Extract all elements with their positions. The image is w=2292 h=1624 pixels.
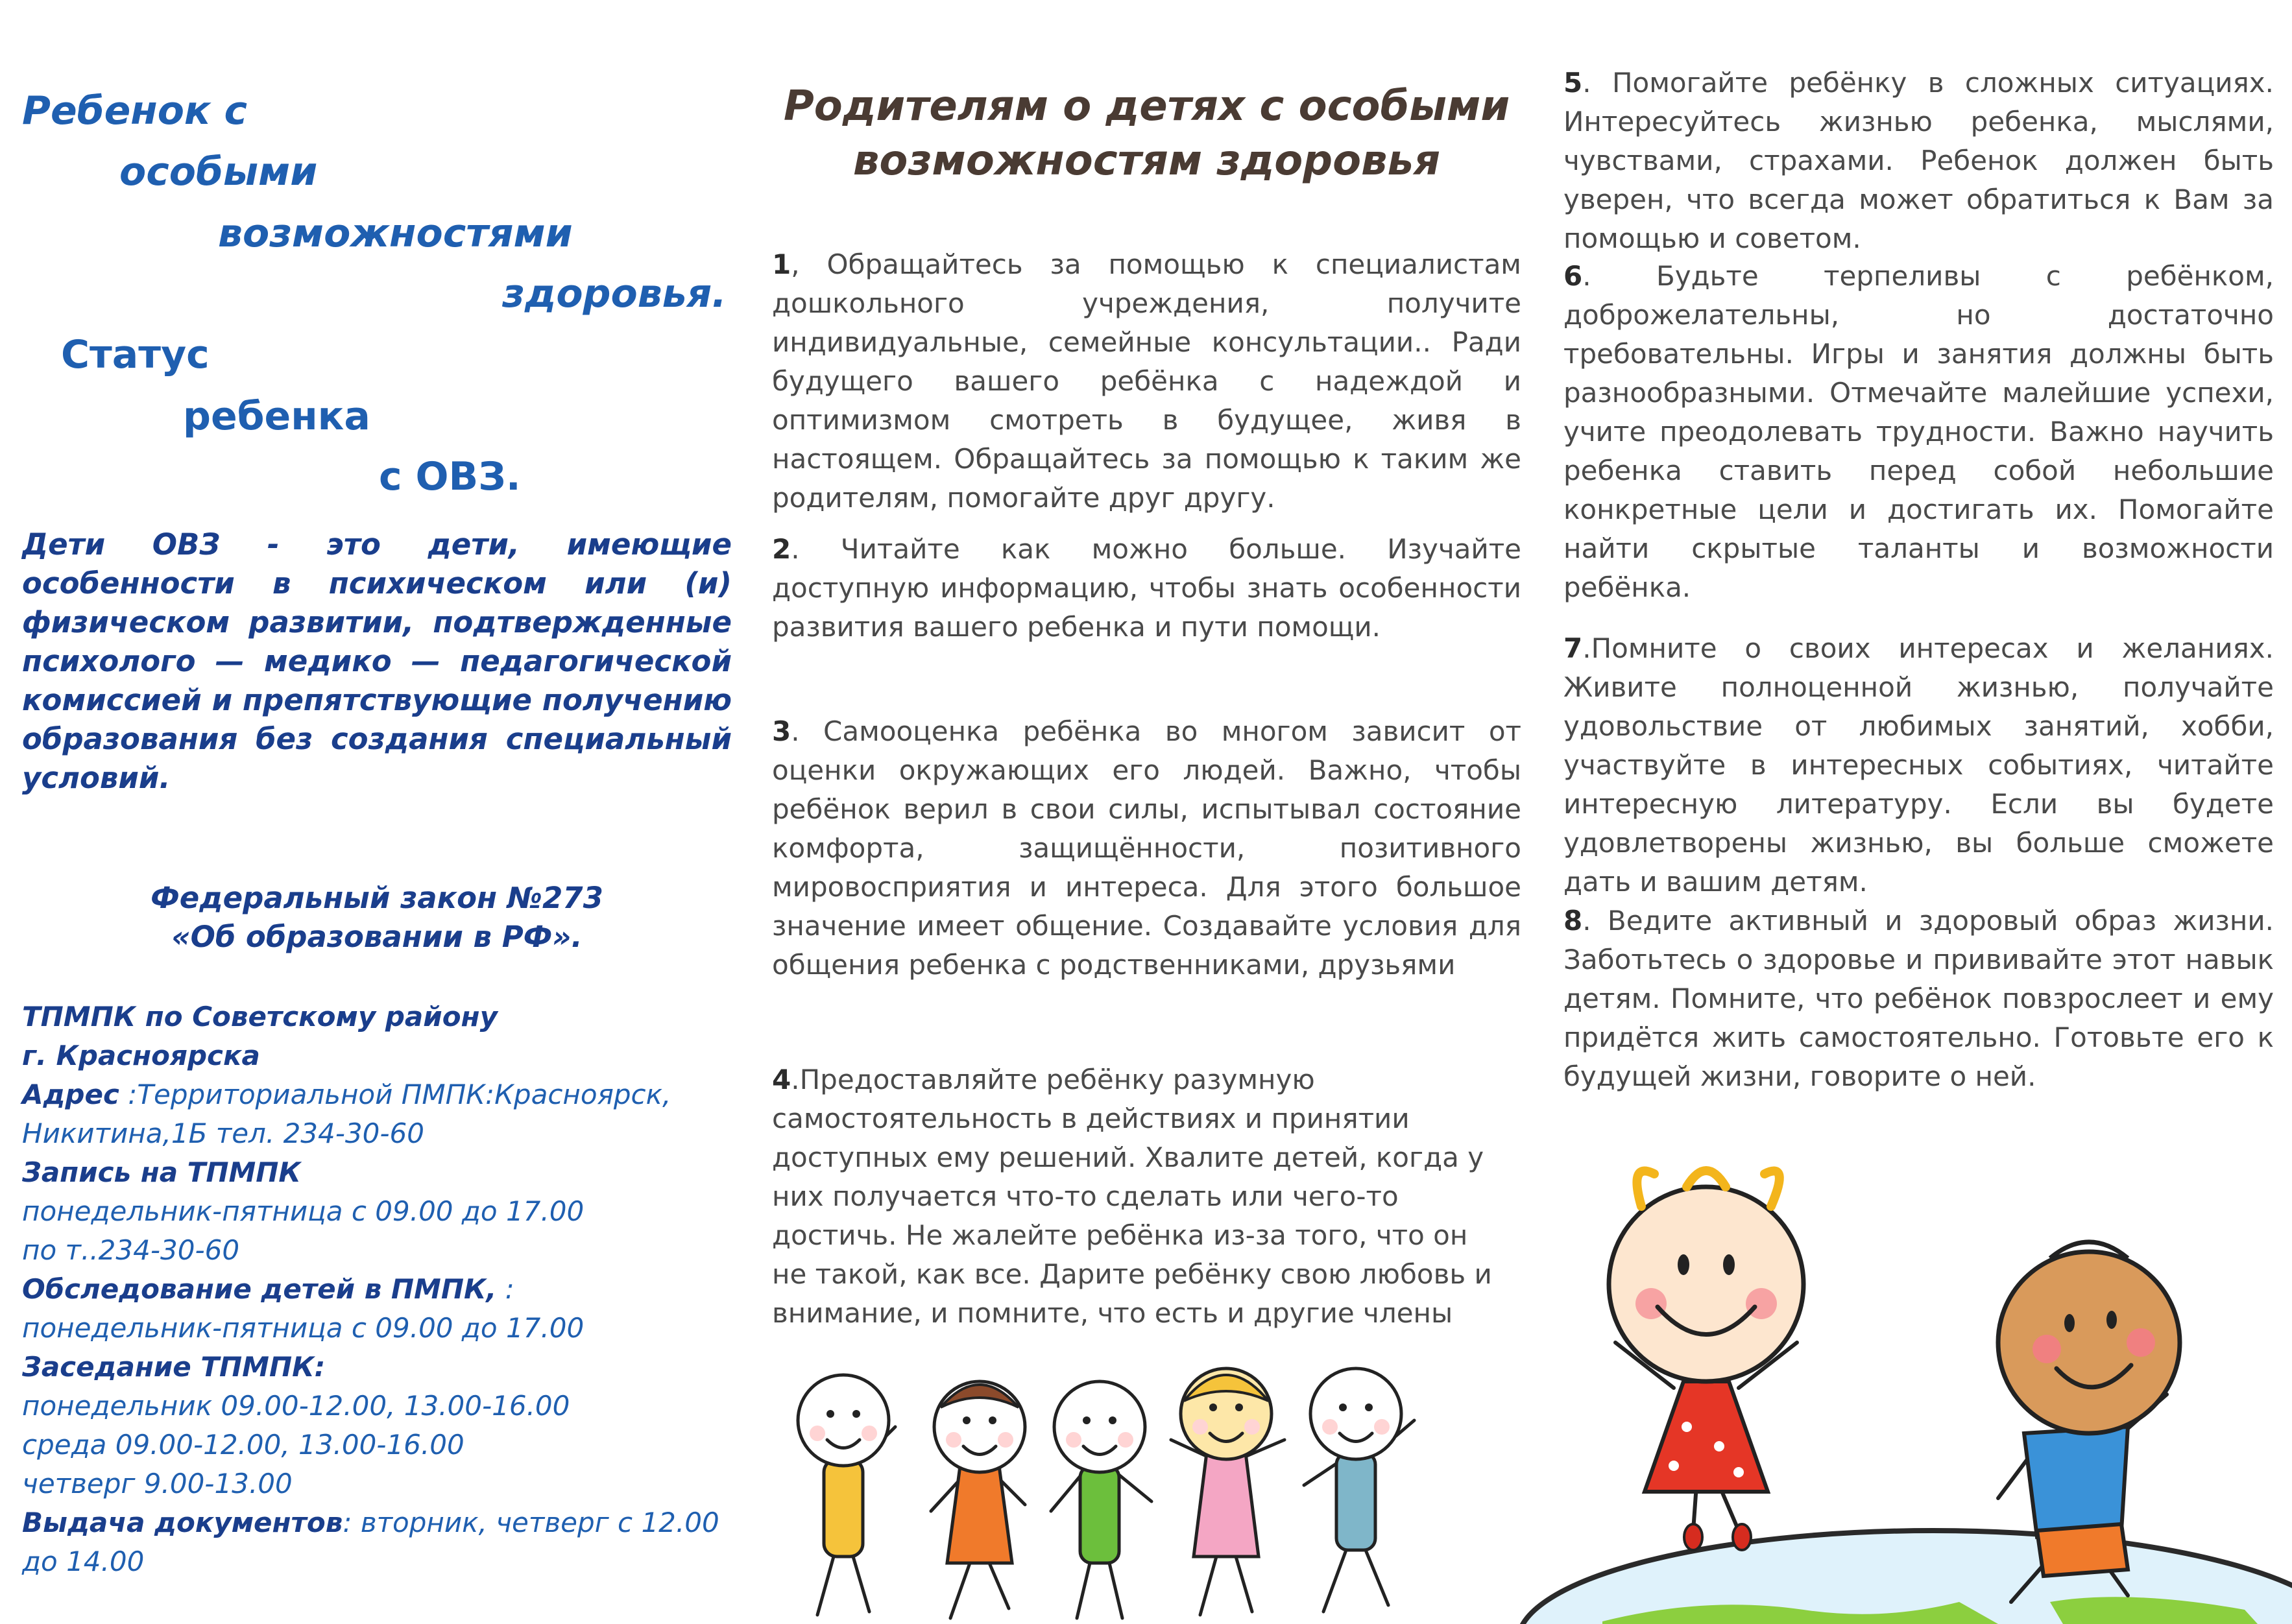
exam-line-1: понедельник-пятница с 09.00 до 17.00 [22,1312,585,1344]
tip-text: . Ведите активный и здоровый образ жизни. Заботьтесь о здоровье и прививайте этот навык детям. Помните, что ребёнок повзрослеет и ему придётся жить самостоятельно. Готовьте его к будущей жизни, говорите о ней. [1563,905,2274,1092]
docs-label: Выдача документов [22,1507,343,1538]
tip-text: . Помогайте ребёнку в сложных ситуациях. Интересуйтесь жизнью ребенка, мыслями, чувствами, страхами. Ребенок должен быть уверен, что всегда может обратиться к Вам за помощью и советом. [1563,67,2274,254]
signup-label: Запись на ТПМПК [22,1156,301,1188]
parents-heading: Родителям о детях с особыми возможностям здоровья [783,82,1510,185]
tip-text: . Самооценка ребёнка во многом зависит от оценки окружающих его людей. Важно, чтобы ребёнок верил в свои силы, испытывал состояние комфорта, защищённости, позитивного мировосприятия и интереса. Для этого большое значение имеет общение. Создавайте условия для общения ребенка с родственниками, друзьями [772,715,1521,981]
tip-3 [772,712,1521,985]
docs-value: : вторник, четверг с 12.00 [343,1507,719,1538]
org-line-1: ТПМПК по Советскому району [22,1001,498,1033]
title-line-7: с ОВЗ. [379,454,521,499]
tip-4 [772,1060,1502,1333]
meeting-line-1: понедельник 09.00-12.00, 13.00-16.00 [22,1390,570,1422]
tip-number: 6 [1563,260,1583,292]
signup-line-1: понедельник-пятница с 09.00 до 17.00 [22,1195,585,1227]
tip-2 [772,530,1521,647]
exam-suffix: : [496,1273,514,1305]
tip-number: 4 [772,1064,791,1095]
address-value: :Территориальной ПМПК:Красноярск, [119,1079,671,1110]
meeting-line-2: среда 09.00-12.00, 13.00-16.00 [22,1429,464,1461]
address-label: Адрес [22,1079,119,1110]
ovz-definition: Дети ОВЗ - это дети, имеющие особенности в психическом или (и) физическом развитии, подтвержденные психолого — медико — педагогической комиссией и препятствующие получению образования без создания специальный условий. [22,527,732,795]
title-line-6: ребенка [183,394,370,439]
address-line-2: Никитина,1Б тел. 234-30-60 [22,1117,424,1149]
address-row [22,1075,671,1114]
tip-8 [1563,902,2274,1096]
tip-number: 1 [772,248,791,280]
tip-number: 3 [772,715,791,747]
law-line-2: «Об образовании в РФ». [171,920,583,954]
law-line-1: Федеральный закон №273 [151,881,603,915]
docs-line-2: до 14.00 [22,1546,145,1577]
exam-row [22,1270,514,1309]
tip-7 [1563,629,2274,902]
tip-text: . Будьте терпеливы с ребёнком, доброжелательны, но достаточно требовательны. Игры и занятия должны быть разнообразными. Отмечайте малейшие успехи, учите преодолевать трудности. Важно научить ребенка ставить перед собой небольшие конкретные цели и достигать их. Помогайте найти скрытые таланты и возможности ребёнка. [1563,260,2274,603]
tip-text: .Помните о своих интересах и желаниях. Живите полноценной жизнью, получайте удовольствие от любимых занятий, хобби, участвуйте в интересных событиях, читайте интересную литературу. Если вы будете удовлетворены жизнью, вы больше сможете дать и вашим детям. [1563,632,2274,898]
federal-law-reference [22,879,732,957]
title-line-4: здоровья. [502,271,727,316]
tip-number: 7 [1563,632,1583,664]
children-on-globe-illustration [1544,1148,2274,1624]
tip-number: 8 [1563,905,1583,937]
signup-line-2: по т..234-30-60 [22,1234,240,1266]
docs-row [22,1503,719,1542]
tip-5 [1563,64,2274,258]
title-line-5: Статус [61,332,210,377]
title-line-2: особыми [119,149,318,195]
exam-label: Обследование детей в ПМПК, [22,1273,497,1305]
tip-text: . Читайте как можно больше. Изучайте доступную информацию, чтобы знать особенности развития вашего ребенка и пути помощи. [772,533,1521,643]
dancing-children-illustration [772,1349,1518,1624]
tip-text: .Предоставляйте ребёнку разумную самостоятельность в действиях и принятии доступных ему решений. Хвалите детей, когда у них получается что-то сделать или чего-то достичь. Не жалейте ребёнка из-за того, что он не такой, как все. Дарите ребёнку свою любовь и внимание, и помните, что есть и другие члены [772,1064,1492,1329]
title-line-1: Ребенок с [22,88,248,134]
title-line-3: возможностями [218,211,573,256]
tip-text: , Обращайтесь за помощью к специалистам дошкольного учреждения, получите индивидуальные, семейные консультации.. Ради будущего вашего ребёнка с надеждой и оптимизмом смотреть в будущее, живя в настоящем. Обращайтесь за помощью к таким же родителям, помогайте друг другу. [772,248,1521,514]
meeting-line-3: четверг 9.00-13.00 [22,1468,293,1499]
tip-1 [772,245,1521,518]
org-line-2: г. Красноярска [22,1040,260,1071]
tip-6 [1563,257,2274,607]
tip-number: 2 [772,533,791,565]
tip-number: 5 [1563,67,1583,99]
meeting-label: Заседание ТПМПК: [22,1351,326,1383]
